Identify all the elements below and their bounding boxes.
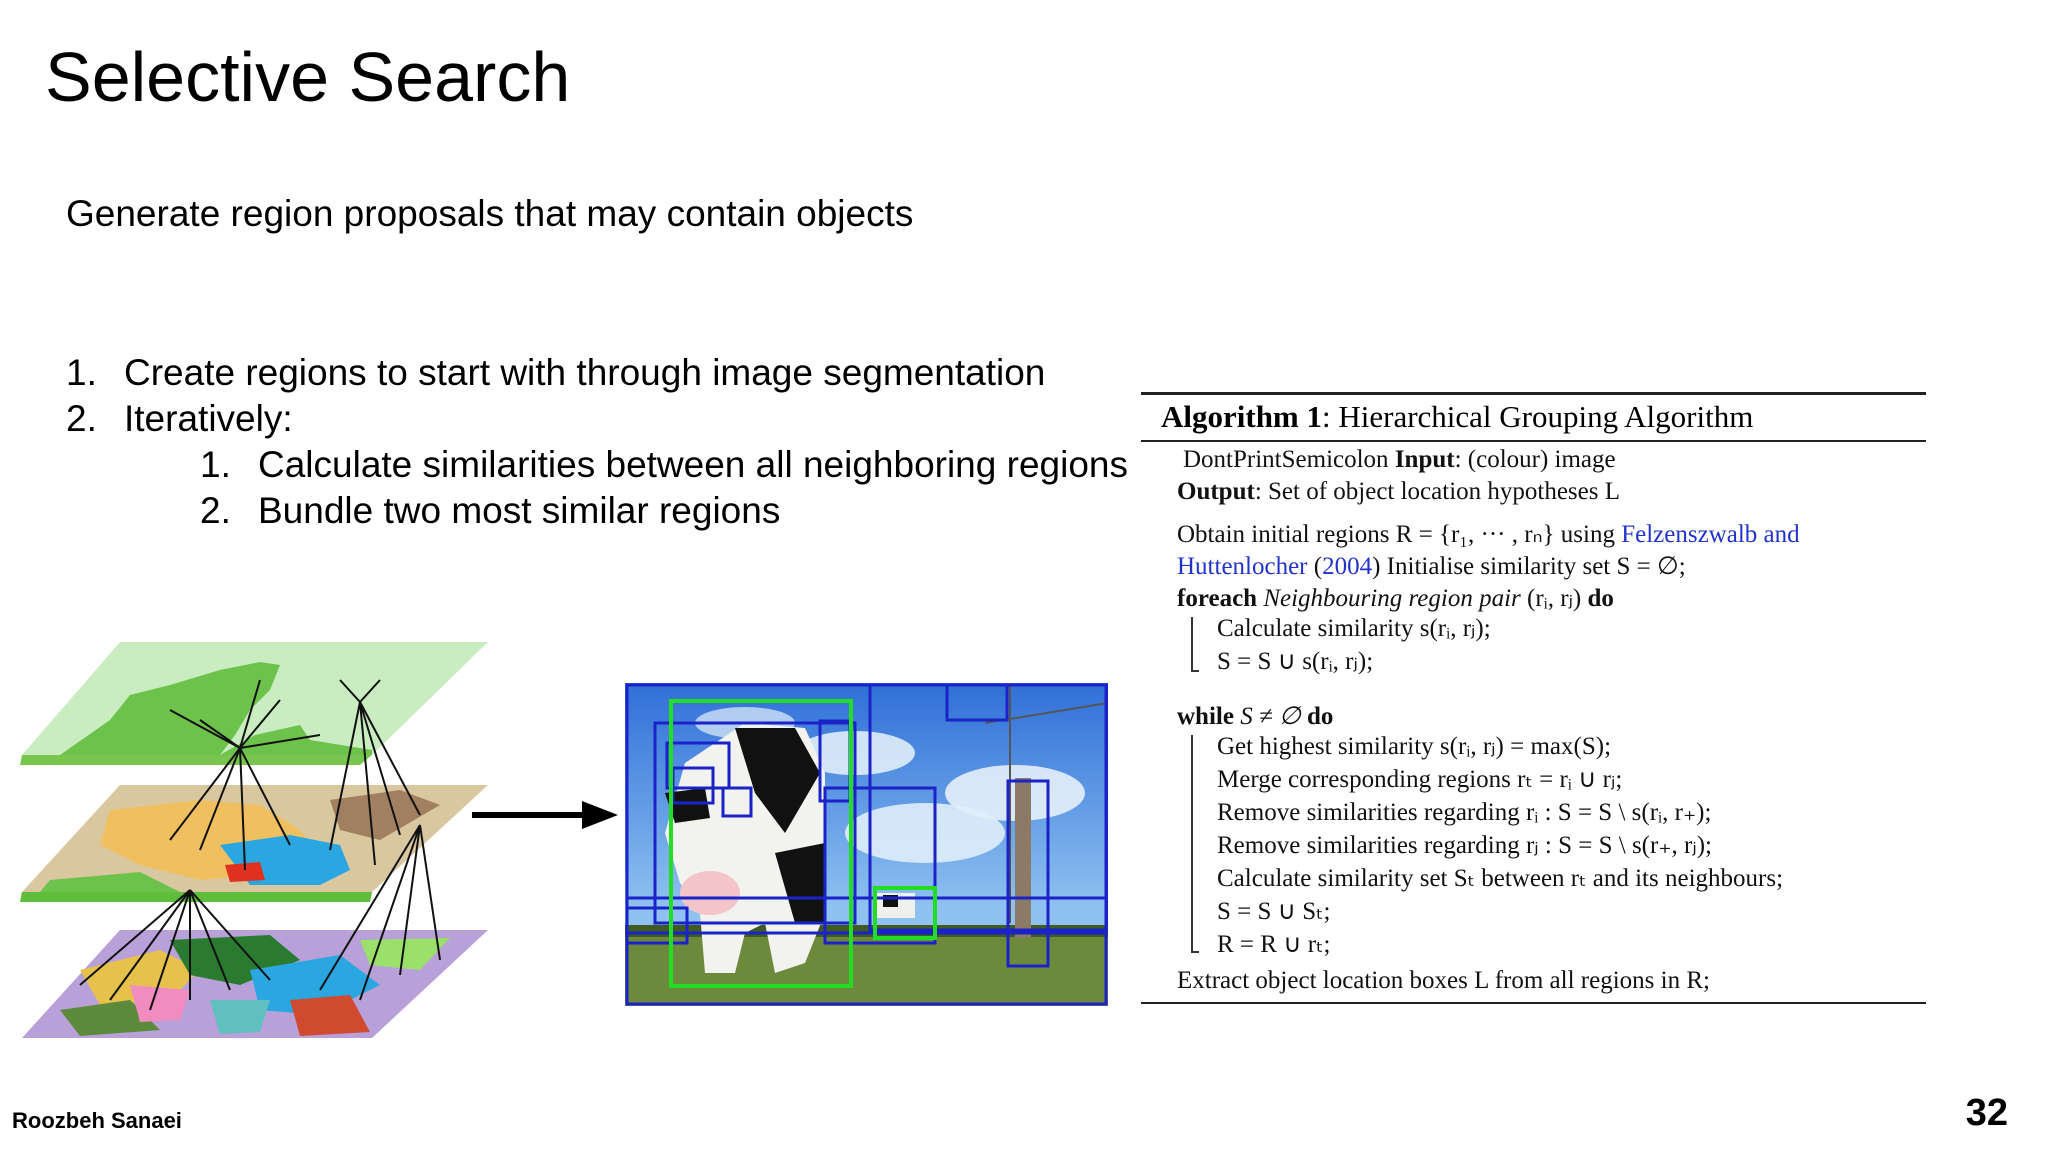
line-text: S ≠ ∅: [1233, 703, 1307, 730]
algorithm-line: [1177, 583, 1614, 615]
keyword: Input: [1394, 446, 1455, 473]
algorithm-line: Extract object location boxes L from all regions in R;: [1177, 967, 1710, 994]
algorithm-name: : Hierarchical Grouping Algorithm: [1322, 399, 1754, 434]
line-text: ) Initialise similarity set S = ∅;: [1372, 553, 1686, 580]
list-text: Bundle two most similar regions: [258, 490, 781, 531]
keyword: while: [1177, 703, 1234, 730]
list-number: 2.: [66, 398, 97, 439]
algorithm-line: Merge corresponding regions rₜ = rᵢ ∪ rⱼ;: [1217, 766, 1623, 793]
block-bar: [1191, 735, 1193, 953]
algorithm-line: [1177, 701, 1333, 733]
list-item: [200, 488, 1128, 534]
algorithm-line: Remove similarities regarding rⱼ : S = S \ s(r₊, rⱼ);: [1217, 832, 1712, 859]
algorithm-line: R = R ∪ rₜ;: [1217, 931, 1331, 958]
list-item: [66, 350, 1128, 396]
list-text: Iteratively:: [124, 398, 293, 439]
line-text: Obtain initial regions R = {r₁, ··· , rₙ} using: [1177, 521, 1622, 548]
list-number: 1.: [66, 352, 97, 393]
citation-link[interactable]: Huttenlocher: [1177, 553, 1308, 580]
list-item: [66, 396, 1128, 534]
divider: [1141, 440, 1926, 442]
algorithm-line: Get highest similarity s(rᵢ, rⱼ) = max(S);: [1217, 733, 1612, 760]
algorithm-line: S = S ∪ Sₜ;: [1217, 898, 1331, 925]
line-text: : Set of object location hypotheses L: [1254, 478, 1621, 505]
line-text: DontPrintSemicolon: [1183, 446, 1395, 473]
list-number: 2.: [200, 490, 231, 531]
block-bar: [1191, 617, 1193, 672]
list-text: Calculate similarities between all neighboring regions: [258, 444, 1128, 485]
segmentation-hierarchy-figure: [20, 640, 490, 1040]
author-name: Roozbeh Sanaei: [12, 1108, 182, 1133]
slide-title: Selective Search: [45, 38, 571, 116]
keyword: Output: [1177, 478, 1255, 505]
algorithm-line: Calculate similarity s(rᵢ, rⱼ);: [1217, 615, 1491, 642]
slide-subtitle: Generate region proposals that may contain objects: [66, 193, 914, 234]
substeps-list: [124, 442, 1128, 534]
algorithm-line: [1177, 551, 1686, 583]
line-text: (rᵢ, rⱼ): [1520, 585, 1588, 612]
page-number: 32: [1965, 1092, 2008, 1134]
steps-list: [66, 350, 1128, 534]
algorithm-line: [1177, 519, 1800, 551]
keyword: do: [1587, 585, 1614, 612]
keyword: do: [1306, 703, 1334, 730]
citation-link[interactable]: Felzenszwalb and: [1621, 521, 1800, 548]
citation-year-link[interactable]: 2004: [1322, 553, 1373, 580]
algorithm-line: [1177, 476, 1620, 508]
divider: [1141, 392, 1926, 395]
block-bar-end: [1191, 951, 1199, 953]
keyword: foreach: [1177, 585, 1258, 612]
divider: [1141, 1002, 1926, 1004]
line-text: Neighbouring region pair: [1257, 585, 1521, 612]
right-arrow-icon: [470, 795, 620, 835]
block-bar-end: [1191, 670, 1199, 672]
region-proposals-photo: [625, 683, 1108, 1006]
list-number: 1.: [200, 444, 231, 485]
list-text: Create regions to start with through image segmentation: [124, 352, 1046, 393]
algorithm-label: Algorithm 1: [1161, 399, 1323, 434]
line-text: (: [1307, 553, 1323, 580]
algorithm-line: Calculate similarity set Sₜ between rₜ and its neighbours;: [1217, 865, 1784, 892]
list-item: [200, 442, 1128, 488]
line-text: : (colour) image: [1454, 446, 1616, 473]
algorithm-box: [1141, 392, 1926, 1005]
algorithm-heading: [1161, 397, 1753, 437]
algorithm-line: Remove similarities regarding rᵢ : S = S \ s(rᵢ, r₊);: [1217, 799, 1712, 826]
algorithm-line: [1183, 444, 1616, 476]
algorithm-line: S = S ∪ s(rᵢ, rⱼ);: [1217, 648, 1374, 675]
